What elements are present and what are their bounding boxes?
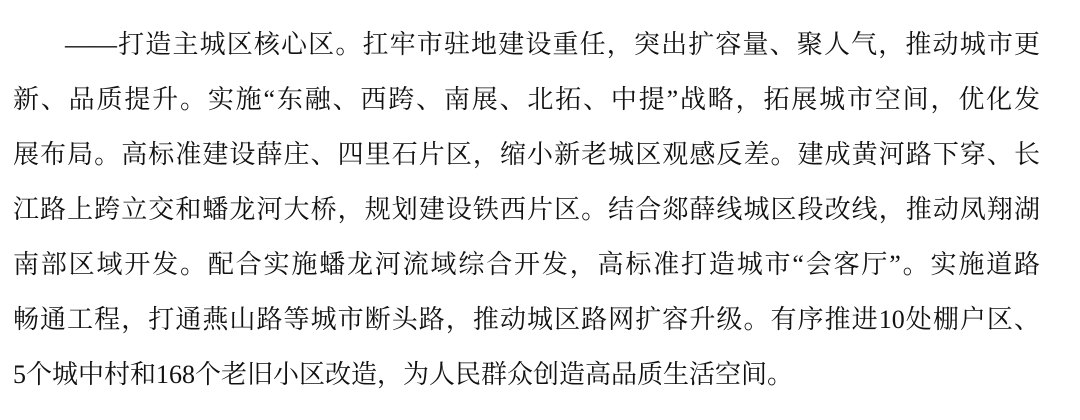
paragraph-line-2: 新、品质提升。实施“东融、西跨、南展、北拓、中提”战略，拓展城市空间，优化发 — [13, 85, 1040, 114]
paragraph-line-7: 5个城中村和168个老旧小区改造，为人民群众创造高品质生活空间。 — [13, 360, 794, 389]
paragraph-line-3: 展布局。高标准建设薛庄、四里石片区，缩小新老城区观感反差。建成黄河路下穿、长 — [13, 140, 1040, 169]
paragraph-line-4: 江路上跨立交和蟠龙河大桥，规划建设铁西片区。结合郯薛线城区段改线，推动凤翔湖 — [13, 195, 1040, 224]
paragraph-line-1: ——打造主城区核心区。扛牢市驻地建设重任，突出扩容量、聚人气，推动城市更 — [65, 30, 1040, 59]
paragraph-line-6: 畅通工程，打通燕山路等城市断头路，推动城区路网扩容升级。有序推进10处棚户区、 — [13, 305, 1040, 334]
paragraph-line-5: 南部区域开发。配合实施蟠龙河流域综合开发，高标准打造城市“会客厅”。实施道路 — [13, 250, 1040, 279]
